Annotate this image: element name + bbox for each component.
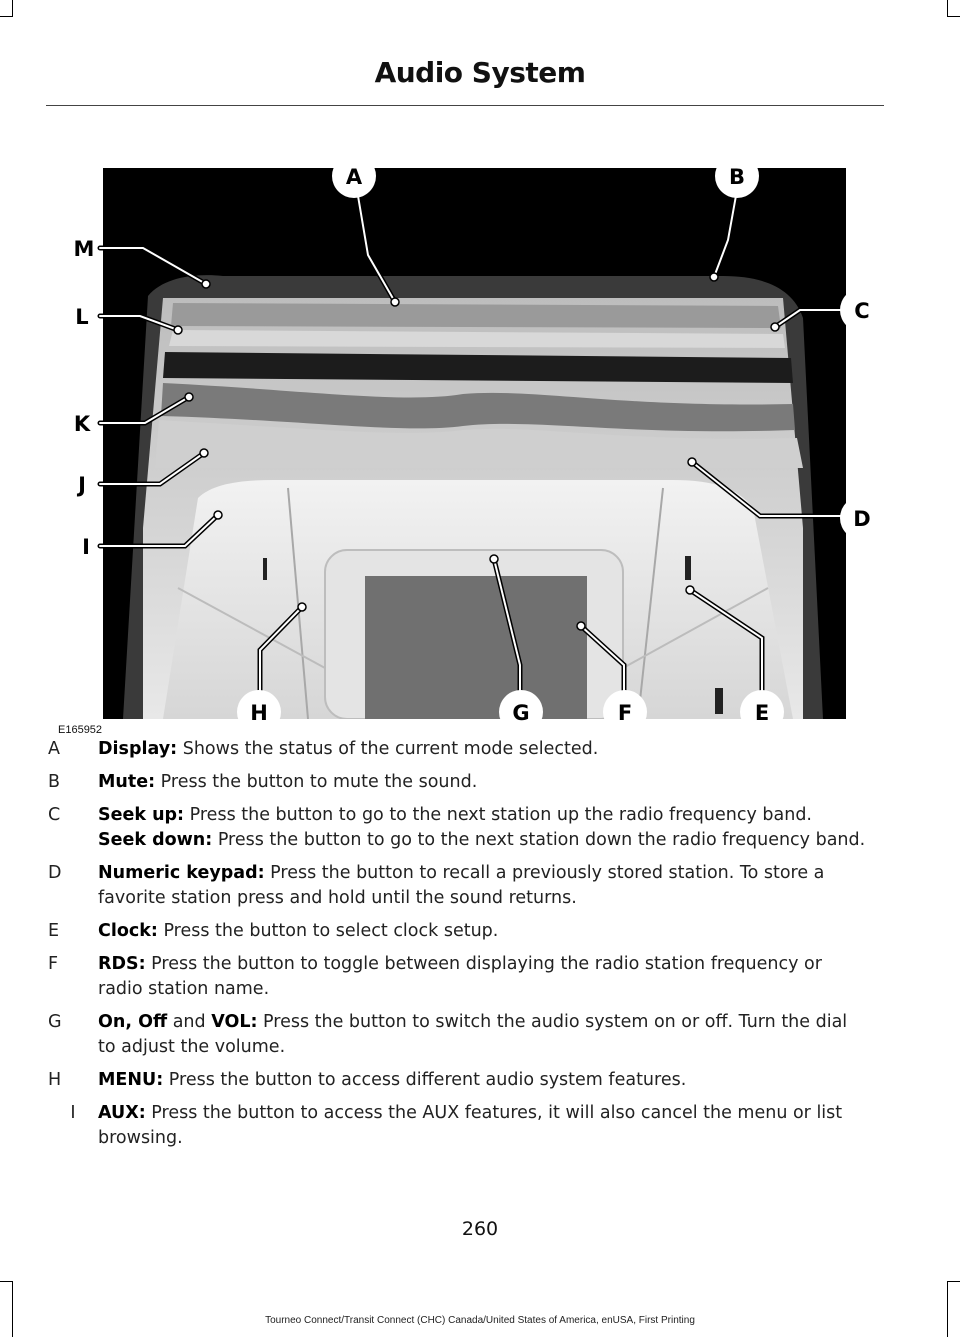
callout-letter-j: J <box>78 473 86 497</box>
item-term: Seek up: <box>98 805 185 825</box>
item-term: Display: <box>98 739 178 759</box>
callout-letter-d: D <box>853 507 871 531</box>
callout-letter-h: H <box>250 701 268 725</box>
item-text-secondary: Press the button to go to the next station down the radio frequency band. <box>212 830 866 850</box>
list-item <box>46 737 866 762</box>
callout-leader-lines <box>100 190 862 713</box>
page-title: Audio System <box>374 56 586 89</box>
crop-mark <box>947 1281 948 1337</box>
callout-dot-f <box>577 622 585 630</box>
item-description <box>98 919 866 944</box>
item-term: MENU: <box>98 1070 164 1090</box>
item-letter: C <box>48 805 61 825</box>
callout-letter-e: E <box>754 701 770 725</box>
item-term-secondary: VOL: <box>211 1012 258 1032</box>
legend-list <box>46 737 866 1159</box>
item-description <box>98 861 866 911</box>
item-letter: E <box>48 921 60 941</box>
callout-dot-m <box>202 280 210 288</box>
item-letter: H <box>48 1070 62 1090</box>
callout-dots <box>174 273 779 630</box>
item-description <box>98 952 866 1002</box>
callout-dot-d <box>688 458 696 466</box>
item-term: Numeric keypad: <box>98 863 265 883</box>
item-text: Press the button to select clock setup. <box>157 921 499 941</box>
item-term-secondary: Seek down: <box>98 830 213 850</box>
item-term: Clock: <box>98 921 158 941</box>
callout-letter-l: L <box>75 305 89 329</box>
callout-dot-k <box>185 393 193 401</box>
item-text: Shows the status of the current mode selected. <box>177 739 599 759</box>
callout-leader-halo <box>100 190 862 713</box>
item-letter: I <box>70 1103 76 1123</box>
list-item <box>46 1010 866 1060</box>
list-item <box>46 952 866 1002</box>
footer-text: Tourneo Connect/Transit Connect (CHC) Canada/United States of America, enUSA, First Printing <box>265 1315 695 1326</box>
list-item <box>46 1068 866 1093</box>
item-term: AUX: <box>98 1103 146 1123</box>
item-term: Mute: <box>98 772 156 792</box>
item-term: RDS: <box>98 954 146 974</box>
item-text: Press the button to access different audio system features. <box>163 1070 687 1090</box>
item-conjunction: and <box>167 1012 212 1032</box>
callout-letter-a: A <box>345 165 363 189</box>
list-item <box>46 1101 866 1151</box>
item-text: Press the button to go to the next station up the radio frequency band. <box>184 805 812 825</box>
crop-mark <box>0 1281 13 1282</box>
item-description <box>98 1101 866 1151</box>
callout-letter-c: C <box>854 299 870 323</box>
item-letter: D <box>48 863 62 883</box>
callout-dot-c <box>771 323 779 331</box>
crop-mark <box>947 1281 960 1282</box>
figure-code: E165952 <box>58 724 103 736</box>
callout-dot-g <box>490 555 498 563</box>
list-item <box>46 861 866 911</box>
item-description <box>98 803 866 853</box>
item-text: Press the button to mute the sound. <box>155 772 478 792</box>
item-description <box>98 1010 866 1060</box>
callout-dot-h <box>298 603 306 611</box>
item-description <box>98 737 866 762</box>
callout-dot-e <box>686 586 694 594</box>
item-letter: A <box>48 739 60 759</box>
callout-dot-a <box>391 298 399 306</box>
page-number: 260 <box>461 1218 499 1240</box>
crop-mark <box>12 1281 13 1337</box>
callout-letter-m: M <box>73 237 95 261</box>
item-term: On, Off <box>98 1012 168 1032</box>
item-letter: G <box>48 1012 62 1032</box>
item-letter: F <box>48 954 59 974</box>
callout-dot-b <box>710 273 718 281</box>
item-letter: B <box>48 772 61 792</box>
callout-dot-j <box>200 449 208 457</box>
item-text: Press the button to recall a previously stored station. To store a favorite station press and hold until the sound returns. <box>98 863 825 908</box>
item-text: Press the button to access the AUX features, it will also cancel the menu or list browsing. <box>98 1103 843 1148</box>
callout-letter-b: B <box>728 165 746 189</box>
item-description <box>98 1068 866 1093</box>
callout-dot-l <box>174 326 182 334</box>
callout-letter-f: F <box>617 701 633 725</box>
list-item <box>46 803 866 853</box>
callout-letter-k: K <box>73 412 91 436</box>
callout-letter-i: I <box>82 535 90 559</box>
callout-dot-i <box>214 511 222 519</box>
item-text: Press the button to toggle between displaying the radio station frequency or radio station name. <box>98 954 822 999</box>
list-item <box>46 919 866 944</box>
callout-badges <box>237 154 884 734</box>
item-description <box>98 770 866 795</box>
callout-letter-g: G <box>512 701 530 725</box>
list-item <box>46 770 866 795</box>
item-text-secondary: Press the button to switch the audio system on or off. Turn the dial to adjust the volume. <box>98 1012 848 1057</box>
